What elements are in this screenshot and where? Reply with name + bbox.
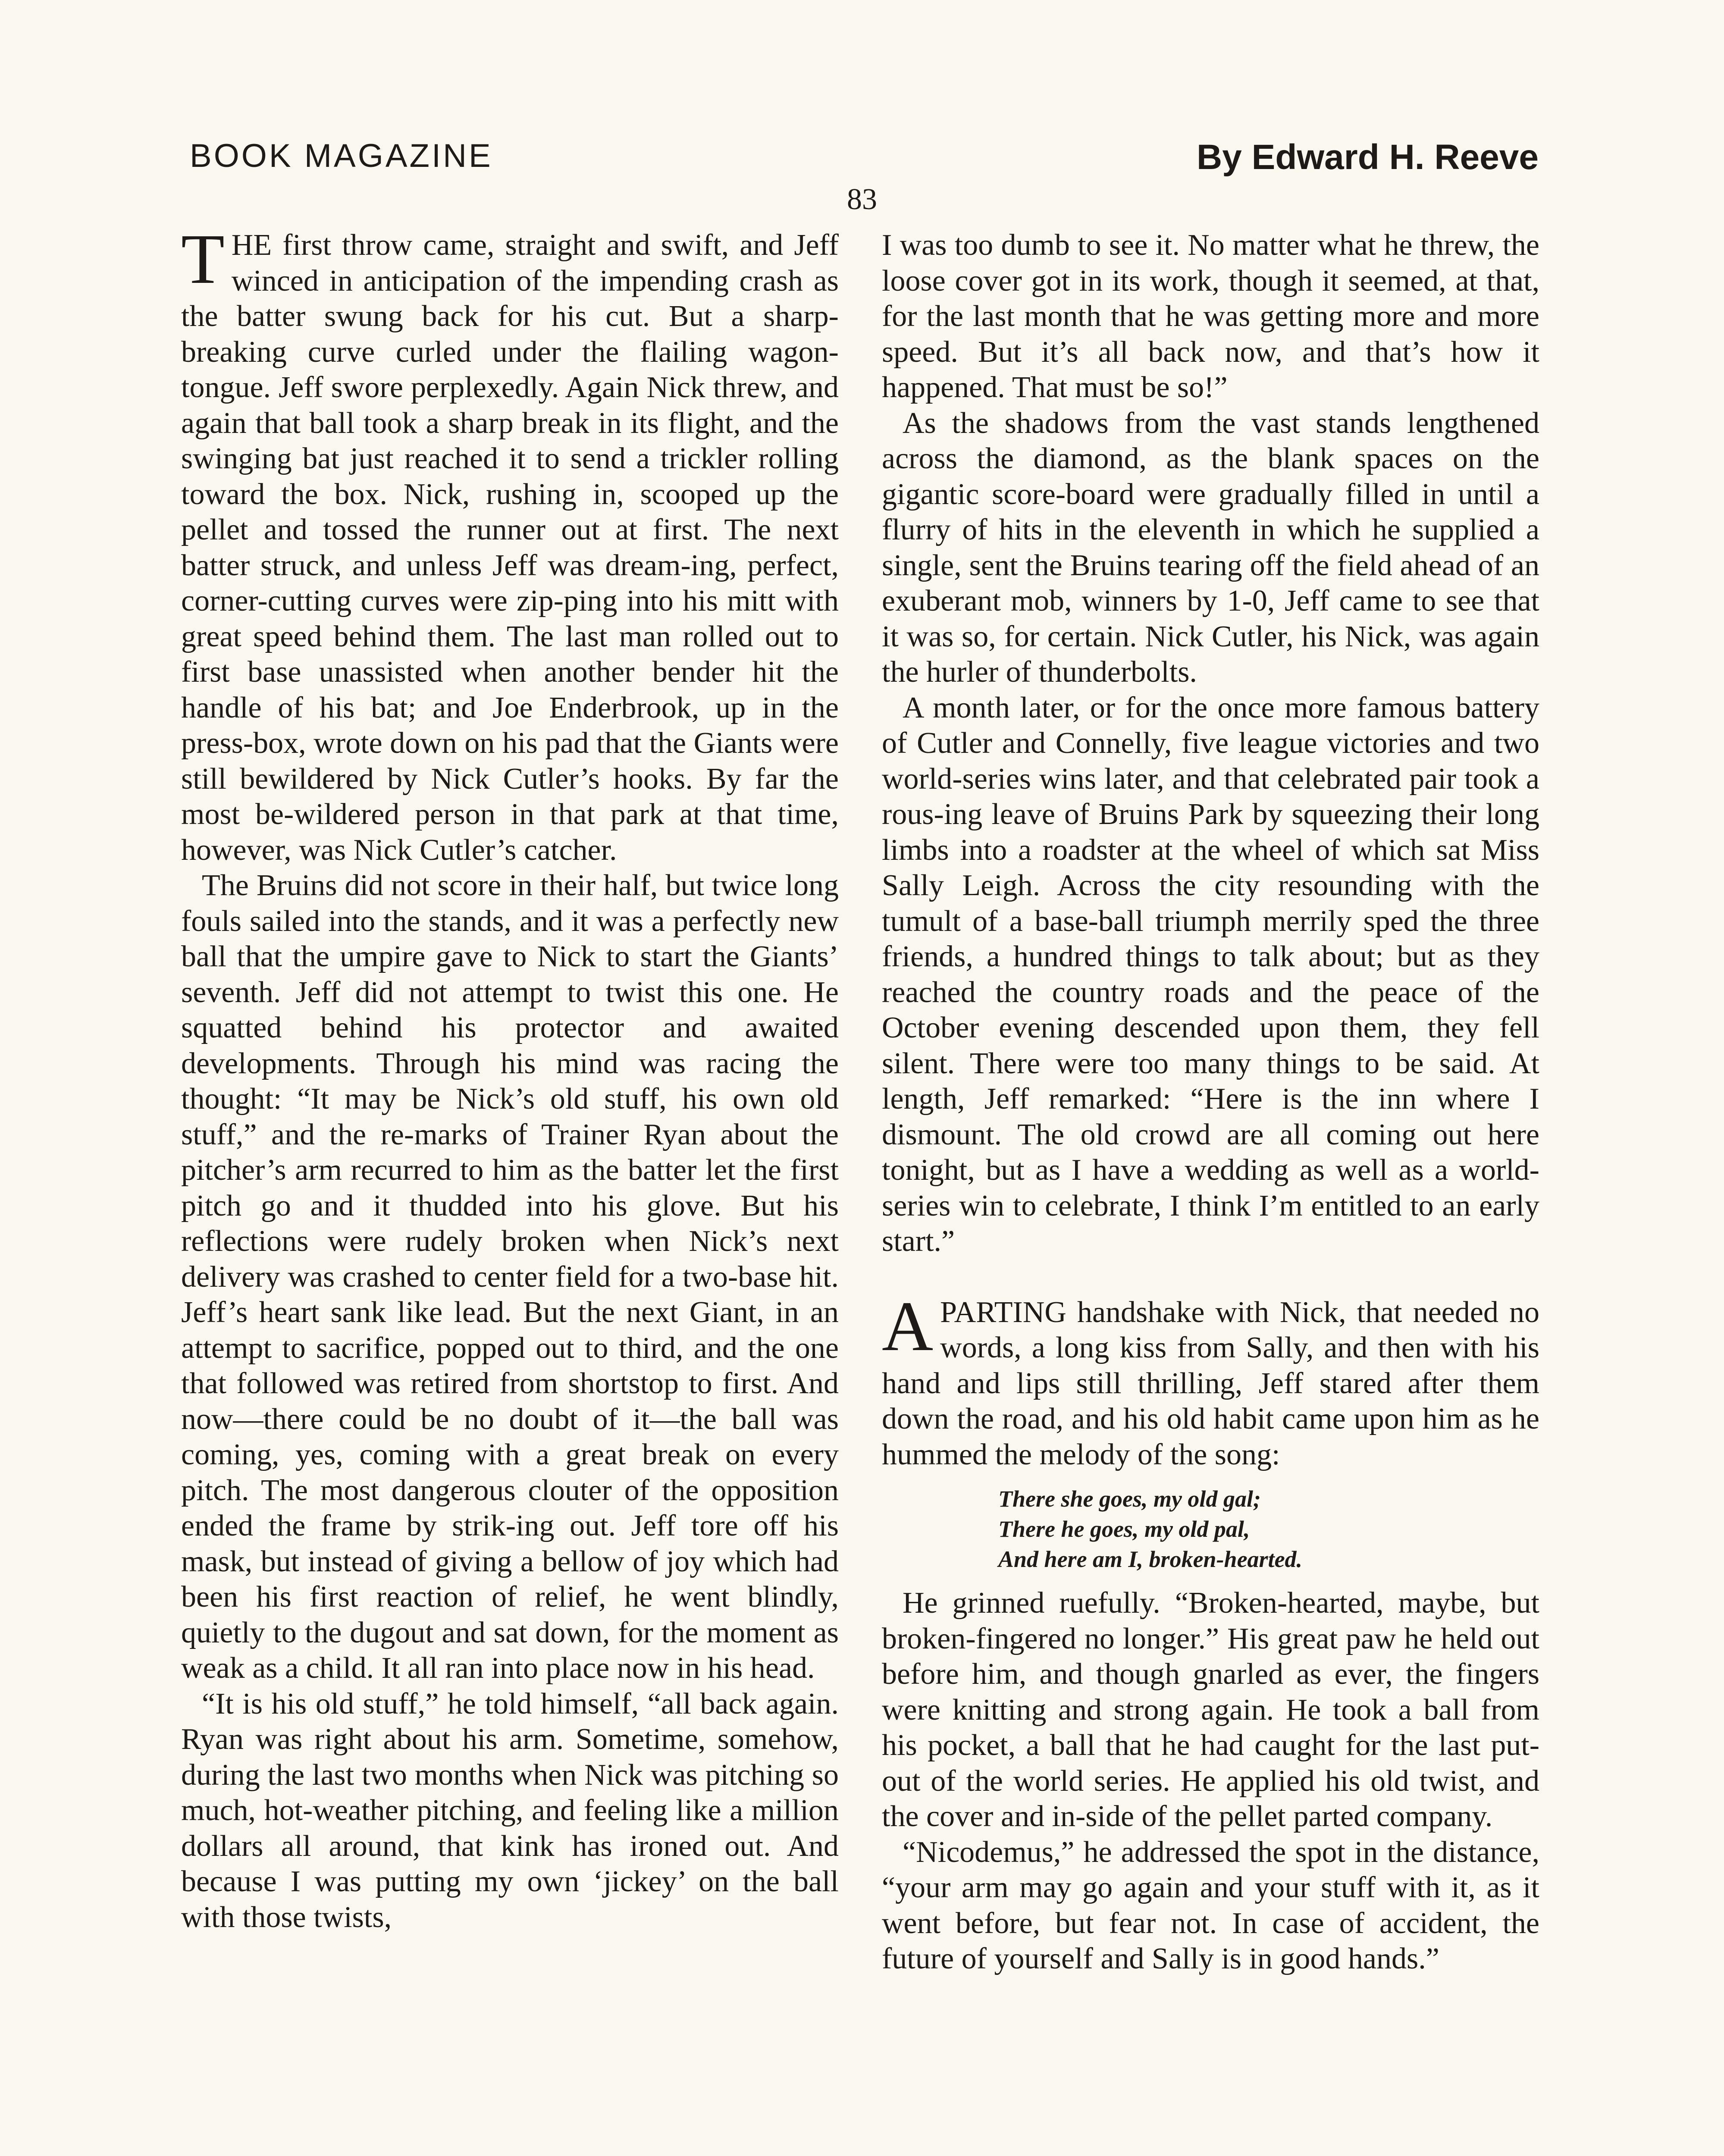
paragraph: “It is his old stuff,” he told himself, “all back again. Ryan was right about his arm. Sometime, somehow, during the last two months when Nick was pitching so much, hot-weather pitching, and feeling like a million dollars all around, that kink has ironed out. And because I was putting my own ‘jickey’ on the ball with those twists, xyxy=(181,1687,839,1934)
paragraph: “Nicodemus,” he addressed the spot in the distance, “your arm may go again and your stuff with it, as it went before, but fear not. In case of accident, the future of yourself and Sally is in good hands.” xyxy=(882,1835,1539,1975)
verse-line: There she goes, my old gal; xyxy=(998,1486,1261,1512)
drop-cap: T xyxy=(181,219,225,298)
verse-line: There he goes, my old pal, xyxy=(998,1516,1250,1542)
paragraph-text: HE first throw came, straight and swift, and Jeff winced in anticipation of the impending crash as the batter swung back for his cut. But a sharp-breaking curve curled under the flailing wagon-tongue. Jeff swore perplexedly. Again Nick threw, and again that ball took a sharp break in its flight, and the swinging bat just reached it to send a trickler rolling toward the box. Nick, rushing in, scooped up the pellet and tossed the runner out at first. The next batter struck, and unless Jeff was dream-ing, perfect, corner-cutting curves were zip-ping into his mitt with great speed behind them. The last man rolled out to first base unassisted when another bender hit the handle of his bat; and Joe Enderbrook, up in the press-box, wrote down on his pad that the Giants were still bewildered by Nick Cutler’s hooks. By far the most be-wildered person in that park at that time, however, was Nick Cutler’s catcher. xyxy=(181,229,839,867)
paragraph: A month later, or for the once more famous battery of Cutler and Connelly, five league victories and two world-series wins later, and that celebrated pair took a rous-ing leave of Bruins Park by squeezing their long limbs into a roadster at the wheel of which sat Miss Sally Leigh. Across the city resounding with the tumult of a base-ball triumph merrily sped the three friends, a hundred things to talk about; but as they reached the country roads and the peace of the October evening descended upon them, they fell silent. There were too many things to be said. At length, Jeff remarked: “Here is the inn where I dismount. The old crowd are all coming out here tonight, but as I have a wedding as well as a world-series win to celebrate, I think I’m entitled to an early start.” xyxy=(882,691,1539,1258)
song-verse xyxy=(998,1484,1539,1574)
right-column xyxy=(882,228,1539,2156)
paragraph: As the shadows from the vast stands lengthened across the diamond, as the blank spaces on the gigantic score-board were gradually filled in until a flurry of hits in the eleventh in which he supplied a single, sent the Bruins tearing off the field ahead of an exuberant mob, winners by 1-0, Jeff came to see that it was so, for certain. Nick Cutler, his Nick, was again the hurler of thunderbolts. xyxy=(882,406,1539,689)
paragraph: The Bruins did not score in their half, but twice long fouls sailed into the stands, and it was a perfectly new ball that the umpire gave to Nick to start the Giants’ seventh. Jeff did not attempt to twist this one. He squatted behind his protector and awaited developments. Through his mind was racing the thought: “It may be Nick’s old stuff, his own old stuff,” and the re-marks of Trainer Ryan about the pitcher’s arm recurred to him as the batter let the first pitch go and it thudded into his glove. But his reflections were rudely broken when Nick’s next delivery was crashed to center field for a two-base hit. Jeff’s heart sank like lead. But the next Giant, in an attempt to sacrifice, popped out to third, and the one that followed was retired from shortstop to first. And now—there could be no doubt of it—the ball was coming, yes, coming with a great break on every pitch. The most dangerous clouter of the opposition ended the frame by strik-ing out. Jeff tore off his mask, but instead of giving a bellow of joy which had been his first reaction of relief, he went blindly, quietly to the dugout and sat down, for the moment as weak as a child. It all ran into place now in his head. xyxy=(181,869,839,1685)
magazine-title: BOOK MAGAZINE xyxy=(190,138,493,174)
drop-cap: A xyxy=(882,1286,934,1366)
paragraph xyxy=(882,1286,1539,1473)
verse-line: And here am I, broken-hearted. xyxy=(998,1546,1303,1572)
paragraph xyxy=(181,219,839,868)
author-byline: By Edward H. Reeve xyxy=(1197,138,1539,177)
paragraph-text: PARTING handshake with Nick, that needed no words, a long kiss from Sally, and then with his hand and lips still thrilling, Jeff stared after them down the road, and his old habit came upon him as he hummed the melody of the song: xyxy=(882,1295,1539,1471)
paragraph: I was too dumb to see it. No matter what he threw, the loose cover got in its work, though it seemed, at that, for the last month that he was getting more and more speed. But it’s all back now, and that’s how it happened. That must be so!” xyxy=(882,229,1539,404)
left-column xyxy=(181,219,839,2156)
section-break xyxy=(882,1260,1539,1295)
page-number: 83 xyxy=(847,183,877,216)
paragraph: He grinned ruefully. “Broken-hearted, maybe, but broken-fingered no longer.” His great paw he held out before him, and though gnarled as ever, the fingers were knitting and strong again. He took a ball from his pocket, a ball that he had caught for the last put-out of the world series. He applied his old twist, and the cover and in-side of the pellet parted company. xyxy=(882,1586,1539,1833)
